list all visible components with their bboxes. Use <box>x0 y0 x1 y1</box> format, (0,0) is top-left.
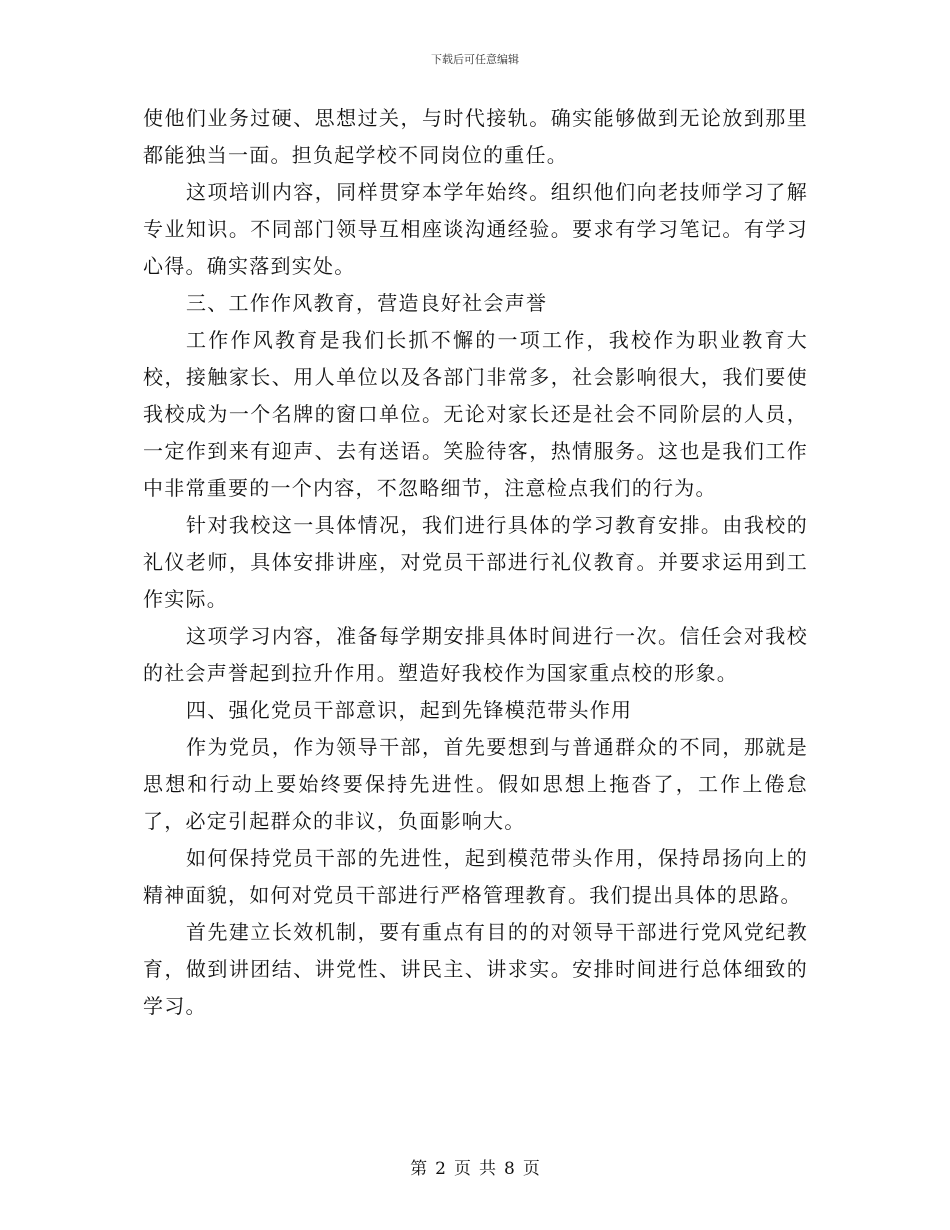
total-page-count: 8 <box>504 1159 515 1179</box>
paragraph: 作为党员，作为领导干部，首先要想到与普通群众的不同，那就是思想和行动上要始终要保持先进性。假如思想上拖沓了，工作上倦怠了，必定引起群众的非议，负面影响大。 <box>143 735 808 833</box>
paragraph: 这项培训内容，同样贯穿本学年始终。组织他们向老技师学习了解专业知识。不同部门领导互相座谈沟通经验。要求有学习笔记。有学习心得。确实落到实处。 <box>143 180 808 278</box>
paragraph: 针对我校这一具体情况，我们进行具体的学习教育安排。由我校的礼仪老师，具体安排讲座，对党员干部进行礼仪教育。并要求运用到工作实际。 <box>143 513 808 611</box>
page-footer <box>0 1158 950 1180</box>
paragraph: 使他们业务过硬、思想过关，与时代接轨。确实能够做到无论放到那里都能独当一面。担负起学校不同岗位的重任。 <box>143 106 808 167</box>
section-heading: 三、工作作风教育，营造良好社会声誉 <box>186 291 548 315</box>
page-label: 页 <box>454 1159 471 1179</box>
page-header: 下载后可任意编辑 <box>431 53 519 66</box>
document-body <box>143 100 808 1025</box>
section-heading: 四、强化党员干部意识，起到先锋模范带头作用 <box>186 698 633 722</box>
paragraph: 工作作风教育是我们长抓不懈的一项工作，我校作为职业教育大校，接触家长、用人单位以及各部门非常多，社会影响很大，我们要使我校成为一个名牌的窗口单位。无论对家长还是社会不同阶层的人员，一定作到来有迎声、去有送语。笑脸待客，热情服务。这也是我们工作中非常重要的一个内容，不忽略细节，注意检点我们的行为。 <box>143 328 808 500</box>
paragraph: 首先建立长效机制，要有重点有目的的对领导干部进行党风党纪教育，做到讲团结、讲党性、讲民主、讲求实。安排时间进行总体细致的学习。 <box>143 920 808 1018</box>
paragraph: 这项学习内容，准备每学期安排具体时间进行一次。信任会对我校的社会声誉起到拉升作用。塑造好我校作为国家重点校的形象。 <box>143 624 808 685</box>
paragraph: 如何保持党员干部的先进性，起到模范带头作用，保持昂扬向上的精神面貌，如何对党员干部进行严格管理教育。我们提出具体的思路。 <box>143 846 808 907</box>
total-label: 共 <box>479 1159 496 1179</box>
page-label-suffix: 页 <box>522 1159 540 1179</box>
page-label-prefix: 第 <box>410 1159 428 1179</box>
current-page-number: 2 <box>435 1159 446 1179</box>
